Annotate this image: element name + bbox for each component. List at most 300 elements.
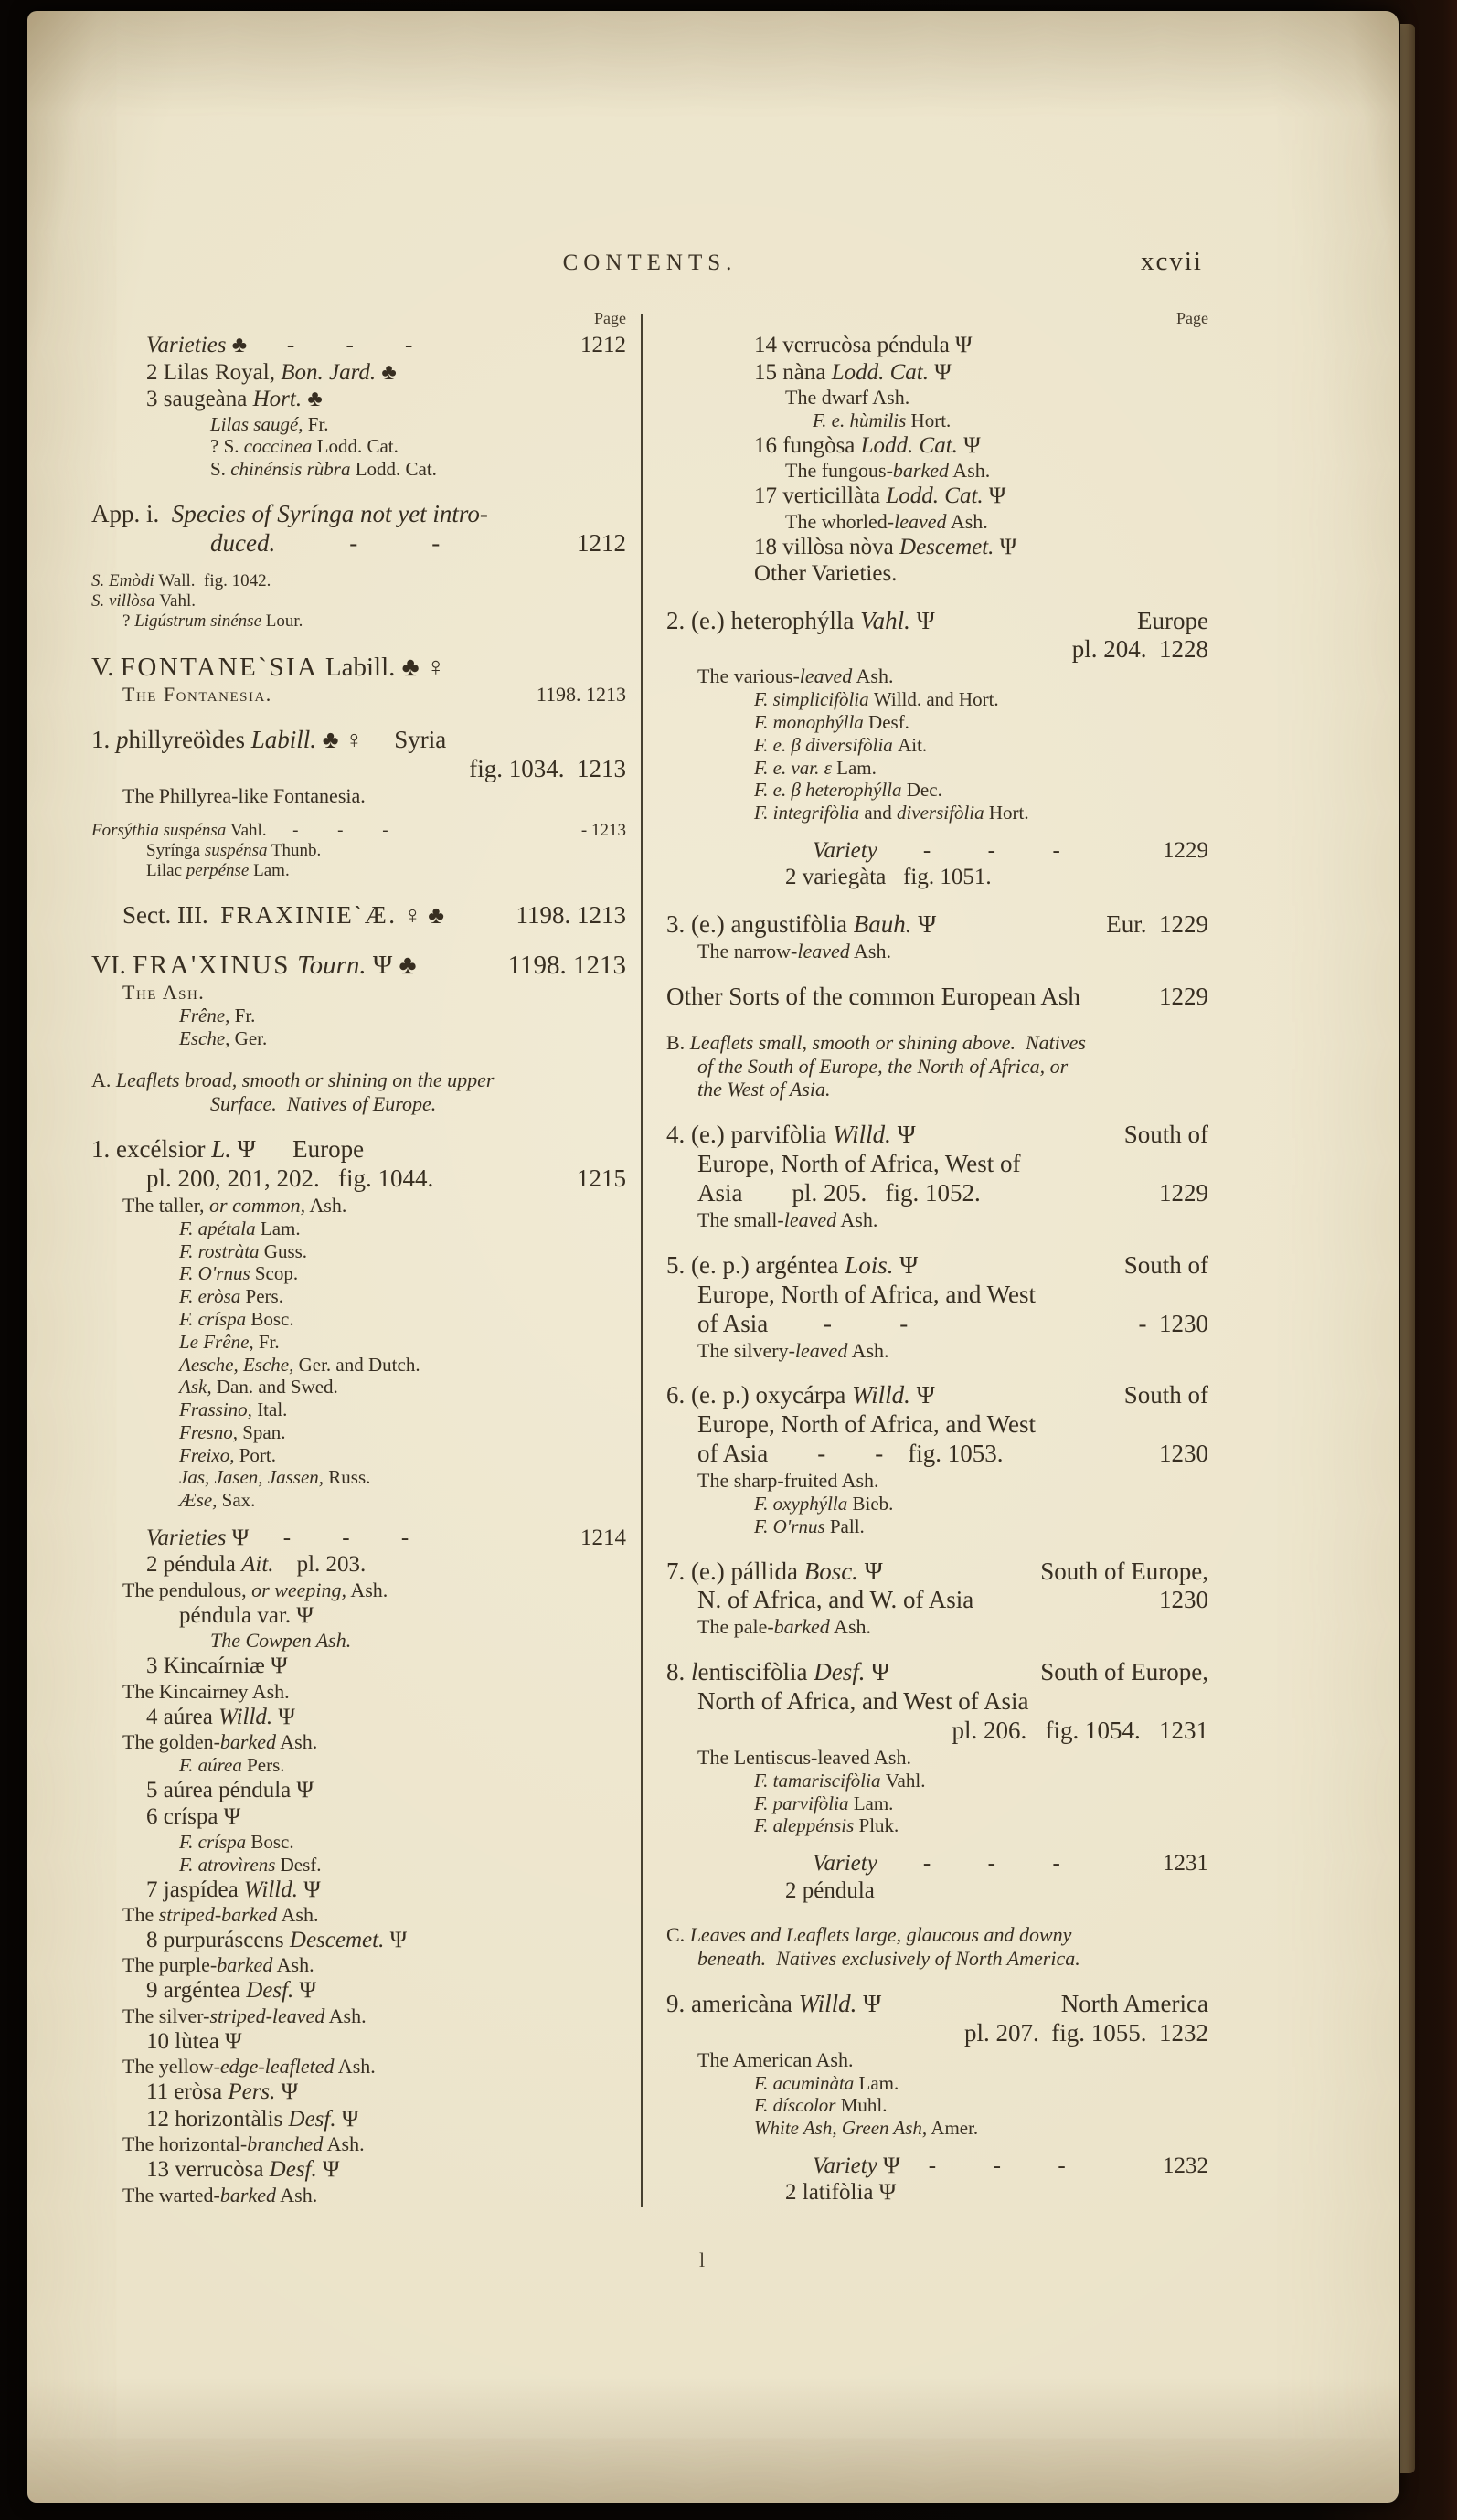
toc-line-text: 12 horizontàlis Desf. Ψ: [146, 2106, 359, 2132]
toc-line-text: 9. americàna Willd. Ψ: [666, 1989, 882, 2017]
toc-line: [666, 910, 1208, 940]
toc-line-text: App. i. Species of Syrínga not yet intro-: [91, 499, 488, 527]
toc-line-text: 2 variegàta fig. 1051.: [785, 865, 992, 890]
toc-page-ref: Europe: [1137, 606, 1208, 634]
toc-line: [666, 1658, 1208, 1687]
toc-line-text: Æse, Sax.: [179, 1489, 256, 1512]
toc-line-text: Syrínga suspénsa Thunb.: [146, 840, 322, 860]
toc-page-ref: 1229: [1159, 982, 1208, 1010]
toc-line: [91, 1489, 626, 1512]
toc-page-ref: South of: [1123, 1381, 1208, 1409]
toc-line: [91, 386, 626, 413]
toc-page-ref: North America: [1060, 1989, 1208, 2017]
toc-line: [91, 1903, 626, 1927]
toc-line-text: F. e. β heterophýlla Dec.: [754, 779, 942, 802]
toc-line-text: 7. (e.) pállida Bosc. Ψ: [666, 1557, 883, 1585]
running-head: [91, 247, 1208, 287]
toc-line-text: ? S. coccinea Lodd. Cat.: [210, 435, 399, 458]
toc-line-text: 1. phillyreöìdes Labill. ♣ ♀ Syria: [91, 725, 447, 753]
toc-line-text: Ask, Dan. and Swed.: [179, 1376, 338, 1398]
toc-line-text: 13 verrucòsa Desf. Ψ: [146, 2157, 340, 2183]
folio-page-number: xcvii: [1141, 247, 1203, 276]
toc-line-text: Variety Ψ - - -: [813, 2153, 1066, 2178]
toc-line-text: F. díscolor Muhl.: [754, 2094, 888, 2117]
toc-line-text: The silver-striped-leaved Ash.: [122, 2004, 367, 2027]
toc-line: [91, 901, 626, 930]
toc-line: [91, 1629, 626, 1653]
toc-line-text: Frassino, Ital.: [179, 1398, 288, 1421]
toc-line: [666, 734, 1208, 757]
toc-line: [91, 1525, 626, 1552]
toc-line-text: The Fontanesia.: [122, 682, 272, 706]
toc-line-text: 8. lentiscifòlia Desf. Ψ: [666, 1658, 890, 1686]
toc-page-ref: pl. 204. 1228: [1071, 635, 1208, 664]
toc-line: [666, 2117, 1208, 2140]
toc-line-text: F. O'rnus Pall.: [754, 1515, 865, 1537]
toc-line: [666, 1792, 1208, 1815]
toc-line: [91, 1754, 626, 1777]
toc-line: [91, 1285, 626, 1308]
toc-page-ref: South of: [1123, 1121, 1208, 1149]
toc-line: [666, 635, 1208, 665]
toc-line-text: 2 Lilas Royal, Bon. Jard. ♣: [146, 359, 397, 385]
toc-page-ref: South of Europe,: [1040, 1658, 1208, 1686]
toc-line-text: 5. (e. p.) argéntea Lois. Ψ: [666, 1250, 919, 1279]
toc-line: [666, 1877, 1208, 1905]
column-divider: [641, 314, 643, 2207]
toc-line-text: The horizontal-branched Ash.: [122, 2132, 365, 2156]
toc-line-text: Fresno, Span.: [179, 1420, 286, 1443]
toc-line-text: Esche, Ger.: [179, 1026, 268, 1049]
toc-line: [666, 1440, 1208, 1469]
toc-line: [666, 510, 1208, 534]
toc-page-ref: Eur. 1229: [1106, 909, 1208, 938]
toc-line-text: Asia pl. 205. fig. 1052.: [697, 1179, 981, 1207]
right-column-lines: [666, 332, 1208, 2206]
toc-line: [666, 1615, 1208, 1639]
toc-line: [91, 981, 626, 1005]
toc-line-text: Forsýthia suspénsa Vahl. - - -: [91, 820, 388, 840]
toc-line-text: The warted-barked Ash.: [122, 2183, 318, 2206]
left-column-lines: [91, 332, 626, 2207]
toc-line: [666, 534, 1208, 561]
toc-line-text: F. tamariscifòlia Vahl.: [754, 1769, 926, 1792]
toc-line: [666, 2179, 1208, 2206]
toc-line-text: The Ash.: [122, 980, 206, 1004]
toc-line-text: B. Leaflets small, smooth or shining above. Natives: [666, 1030, 1086, 1054]
toc-line: [666, 757, 1208, 780]
toc-line-text: 3 Kincaírniæ Ψ: [146, 1653, 288, 1679]
toc-line-text: VI. FRA'XINUS Tourn. Ψ ♣: [91, 950, 417, 980]
toc-line-text: Aesche, Esche, Ger. and Dutch.: [179, 1353, 420, 1376]
toc-page-ref: 1229: [1163, 837, 1208, 863]
toc-line-text: F. integrifòlia and diversifòlia Hort.: [754, 802, 1029, 824]
toc-line-text: The striped-barked Ash.: [122, 1903, 319, 1926]
toc-line-text: 17 verticillàta Lodd. Cat. Ψ: [754, 484, 1006, 509]
toc-line: [666, 1558, 1208, 1587]
toc-line: [91, 332, 626, 359]
toc-line-text: duced. - -: [210, 528, 441, 557]
toc-line-text: 4 aúrea Willd. Ψ: [146, 1704, 295, 1729]
toc-line: [91, 726, 626, 755]
toc-line-text: Lilac perpénse Lam.: [146, 861, 290, 881]
toc-line: [91, 2028, 626, 2056]
toc-page-ref: fig. 1034. 1213: [469, 754, 626, 782]
toc-line-text: 7 jaspídea Willd. Ψ: [146, 1877, 321, 1902]
toc-line: [666, 1717, 1208, 1746]
toc-line-text: The various-leaved Ash.: [697, 665, 894, 688]
toc-line: [91, 1680, 626, 1704]
toc-line: [91, 1194, 626, 1217]
toc-line: [91, 1551, 626, 1579]
toc-line-text: Europe, North of Africa, and West: [697, 1410, 1036, 1439]
toc-line: [91, 1354, 626, 1377]
toc-line-text: Lilas saugé, Fr.: [210, 412, 329, 435]
toc-line: [91, 1331, 626, 1354]
toc-page-ref: 1229: [1159, 1179, 1208, 1207]
toc-line-text: The narrow-leaved Ash.: [697, 939, 891, 962]
toc-line-text: North of Africa, and West of Asia: [697, 1687, 1029, 1716]
toc-line-text: Variety - - -: [813, 837, 1060, 863]
toc-line: [91, 1730, 626, 1754]
toc-line-text: 3 saugeàna Hort. ♣: [146, 387, 323, 411]
toc-line-text: The Cowpen Ash.: [210, 1629, 352, 1653]
toc-line-text: 14 verrucòsa péndula Ψ: [754, 333, 973, 357]
toc-line-text: 1. excélsior L. Ψ Europe: [91, 1135, 365, 1164]
toc-line: [666, 1947, 1208, 1971]
book-page-stack-edge: [1400, 24, 1415, 2473]
toc-line-text: The pale-barked Ash.: [697, 1615, 872, 1639]
toc-line: [666, 1150, 1208, 1179]
toc-line-text: The taller, or common, Ash.: [122, 1193, 347, 1217]
toc-page-ref: - 1230: [1138, 1309, 1208, 1337]
page-column-label-right: Page: [1176, 309, 1208, 327]
toc-line-text: The fungous-barked Ash.: [785, 459, 991, 483]
toc-line: [91, 1135, 626, 1164]
toc-line-text: 10 lùtea Ψ: [146, 2028, 242, 2054]
toc-line: [666, 940, 1208, 963]
toc-page-ref: South of: [1123, 1250, 1208, 1279]
contents-columns: [91, 309, 1208, 2207]
toc-line: [666, 1814, 1208, 1837]
toc-page-ref: 1231: [1163, 1851, 1208, 1877]
toc-line-text: pl. 200, 201, 202. fig. 1044.: [146, 1164, 434, 1193]
contents-heading: CONTENTS.: [562, 250, 738, 275]
toc-page-ref: 1214: [580, 1525, 626, 1550]
toc-line-text: 15 nàna Lodd. Cat. Ψ: [754, 359, 952, 385]
toc-line: [91, 2184, 626, 2207]
toc-line: [666, 1310, 1208, 1339]
toc-line-text: péndula var. Ψ: [179, 1602, 314, 1628]
book-page: [27, 11, 1399, 2503]
toc-page-ref: 1198. 1213: [516, 900, 626, 929]
toc-line-text: F. críspa Bosc.: [179, 1830, 294, 1853]
toc-line-text: The dwarf Ash.: [785, 386, 910, 409]
toc-line: [91, 1262, 626, 1285]
toc-line: [91, 2106, 626, 2133]
toc-line: [91, 1308, 626, 1331]
toc-line-text: V. FONTANE`SIA Labill. ♣ ♀: [91, 652, 446, 682]
toc-line: [666, 2094, 1208, 2117]
toc-line-text: The golden-barked Ash.: [122, 1730, 318, 1754]
toc-line-text: ? Ligústrum sinénse Lour.: [122, 611, 303, 632]
toc-line: [91, 841, 626, 861]
toc-line-text: the West of Asia.: [697, 1078, 831, 1101]
toc-line: [666, 1179, 1208, 1208]
toc-line: [666, 1410, 1208, 1440]
toc-line-text: F. e. var. ε Lam.: [754, 756, 877, 779]
toc-line-text: N. of Africa, and W. of Asia: [697, 1586, 974, 1614]
toc-line: [91, 861, 626, 881]
toc-line: [666, 2072, 1208, 2095]
toc-line-text: 11 eròsa Pers. Ψ: [146, 2079, 299, 2105]
toc-line-text: The purple-barked Ash.: [122, 1953, 314, 1977]
toc-line-text: A. Leaflets broad, smooth or shining on the upper: [91, 1069, 495, 1092]
toc-line: [666, 1339, 1208, 1363]
toc-line: [91, 1444, 626, 1467]
toc-line: [666, 837, 1208, 865]
toc-line: [91, 1005, 626, 1027]
toc-line-text: The Kincairney Ash.: [122, 1679, 290, 1703]
toc-line-text: F. e. β diversifòlia Ait.: [754, 733, 928, 756]
toc-line: [91, 611, 626, 632]
toc-line: [666, 1746, 1208, 1770]
toc-line-text: F. simplicifòlia Willd. and Hort.: [754, 688, 999, 711]
toc-line: [666, 1515, 1208, 1538]
toc-page-ref: 1230: [1159, 1586, 1208, 1614]
toc-line-text: of Asia - -: [697, 1309, 909, 1337]
toc-line: [666, 1493, 1208, 1515]
toc-line: [91, 1027, 626, 1050]
toc-line-text: The American Ash.: [697, 2047, 854, 2071]
toc-line: [91, 2055, 626, 2079]
toc-line-text: F. acuminàta Lam.: [754, 2071, 899, 2094]
toc-line: [666, 1251, 1208, 1281]
toc-line: [91, 1831, 626, 1854]
toc-line-text: 2. (e.) heterophýlla Vahl. Ψ: [666, 606, 935, 634]
toc-line-text: Varieties ♣ - - -: [146, 333, 413, 357]
toc-line-text: F. apétala Lam.: [179, 1217, 301, 1239]
toc-line: [91, 1376, 626, 1398]
toc-line-text: Jas, Jasen, Jassen, Russ.: [179, 1466, 371, 1489]
toc-line-text: F. oxyphýlla Bieb.: [754, 1493, 894, 1515]
toc-line-text: of the South of Europe, the North of Africa, or: [697, 1054, 1069, 1078]
toc-line-text: White Ash, Green Ash, Amer.: [754, 2117, 979, 2140]
toc-line: [666, 2048, 1208, 2072]
toc-line: [91, 500, 626, 529]
toc-line-text: The silvery-leaved Ash.: [697, 1338, 889, 1362]
toc-line-text: 2 latifòlia Ψ: [785, 2180, 897, 2206]
toc-line-text: F. aleppénsis Pluk.: [754, 1814, 899, 1837]
toc-line-text: F. e. hùmilis Hort.: [813, 409, 952, 431]
toc-line-text: S. Emòdi Wall. fig. 1042.: [91, 570, 271, 590]
toc-line-text: 2 péndula Ait. pl. 203.: [146, 1552, 367, 1578]
toc-line: [666, 359, 1208, 387]
toc-line-text: Varieties Ψ - - -: [146, 1525, 409, 1550]
toc-line: [91, 1421, 626, 1444]
toc-line: [91, 591, 626, 611]
toc-line: [666, 1990, 1208, 2019]
toc-line-text: Le Frêne, Fr.: [179, 1330, 280, 1353]
toc-line-text: 9 argéntea Desf. Ψ: [146, 1978, 316, 2004]
toc-line: [666, 607, 1208, 636]
toc-line: [91, 1653, 626, 1680]
toc-line: [666, 1770, 1208, 1792]
toc-line-text: 16 fungòsa Lodd. Cat. Ψ: [754, 432, 981, 458]
toc-line: [666, 665, 1208, 688]
toc-line: [91, 359, 626, 387]
toc-line-text: F. atrovìrens Desf.: [179, 1853, 322, 1876]
toc-line: [666, 1031, 1208, 1055]
toc-line: [91, 1877, 626, 1904]
toc-page-ref: pl. 206. fig. 1054. 1231: [952, 1716, 1208, 1744]
toc-line: [666, 432, 1208, 460]
toc-line: [91, 1398, 626, 1421]
toc-line-text: S. villòsa Vahl.: [91, 590, 196, 611]
toc-line: [666, 483, 1208, 510]
toc-line: [91, 784, 626, 808]
toc-line: [91, 1927, 626, 1954]
toc-line: [666, 409, 1208, 432]
toc-line: [91, 1602, 626, 1630]
toc-line-text: Sect. III. FRAXINIE`Æ. ♀ ♣: [122, 900, 444, 929]
toc-line: [91, 1704, 626, 1731]
right-column: [666, 309, 1208, 2207]
toc-line: [666, 1586, 1208, 1615]
toc-line-text: C. Leaves and Leaflets large, glaucous and downy: [666, 1923, 1072, 1947]
toc-line-text: F. monophýlla Desf.: [754, 711, 909, 734]
toc-line-text: The pendulous, or weeping, Ash.: [122, 1578, 388, 1601]
toc-line-text: Freixo, Port.: [179, 1443, 276, 1466]
toc-line-text: The Lentiscus-leaved Ash.: [697, 1745, 911, 1769]
toc-line: [91, 1164, 626, 1194]
toc-line: [666, 1055, 1208, 1079]
toc-line-text: 4. (e.) parvifòlia Willd. Ψ: [666, 1121, 916, 1149]
toc-line: [91, 1977, 626, 2004]
toc-line: [91, 1777, 626, 1804]
toc-line: [666, 1469, 1208, 1493]
toc-line-text: Europe, North of Africa, West of: [697, 1150, 1021, 1178]
toc-line-text: F. aúrea Pers.: [179, 1754, 285, 1777]
toc-line: [666, 1281, 1208, 1310]
toc-line: [666, 386, 1208, 409]
toc-line: [666, 2153, 1208, 2180]
toc-line: [91, 683, 626, 707]
toc-line: [666, 983, 1208, 1012]
toc-line-text: Surface. Natives of Europe.: [210, 1092, 437, 1116]
toc-line: [91, 2132, 626, 2156]
toc-line: [91, 1579, 626, 1602]
toc-page-ref: 1198. 1213: [536, 682, 626, 706]
toc-line: [91, 571, 626, 591]
toc-line: [666, 802, 1208, 824]
toc-line: [91, 1953, 626, 1977]
toc-line: [91, 821, 626, 841]
toc-line: [91, 435, 626, 458]
toc-line-text: Frêne, Fr.: [179, 1004, 256, 1026]
toc-line-text: 2 péndula: [785, 1877, 875, 1903]
toc-line: [91, 2004, 626, 2028]
toc-line: [91, 1069, 626, 1092]
toc-line-text: 6. (e. p.) oxycárpa Willd. Ψ: [666, 1381, 935, 1409]
toc-line-text: Europe, North of Africa, and West: [697, 1280, 1036, 1308]
toc-line: [91, 1803, 626, 1831]
toc-line-text: beneath. Natives exclusively of North America.: [697, 1947, 1080, 1970]
toc-line: [666, 688, 1208, 711]
toc-line: [666, 779, 1208, 802]
toc-line-text: F. rostràta Guss.: [179, 1239, 308, 1262]
toc-line-text: 6 críspa Ψ: [146, 1804, 241, 1830]
toc-page-ref: - 1213: [580, 820, 626, 840]
toc-line: [666, 1923, 1208, 1947]
toc-line: [666, 1208, 1208, 1232]
toc-page-ref: South of Europe,: [1040, 1557, 1208, 1585]
toc-line-text: F. eròsa Pers.: [179, 1285, 283, 1308]
toc-line-text: 5 aúrea péndula Ψ: [146, 1777, 314, 1802]
toc-line-text: of Asia - - fig. 1053.: [697, 1440, 1004, 1468]
toc-line: [666, 1121, 1208, 1150]
toc-line: [666, 560, 1208, 588]
toc-line-text: Other Sorts of the common European Ash: [666, 982, 1080, 1010]
toc-page-ref: pl. 207. fig. 1055. 1232: [964, 2018, 1208, 2047]
toc-page-ref: 1232: [1163, 2153, 1208, 2178]
toc-line: [91, 2079, 626, 2106]
toc-line: [91, 1854, 626, 1877]
toc-line-text: F. críspa Bosc.: [179, 1308, 294, 1330]
toc-line: [666, 711, 1208, 734]
toc-line-text: The small-leaved Ash.: [697, 1208, 878, 1231]
toc-line-text: The whorled-leaved Ash.: [785, 509, 988, 533]
toc-line-text: The Phillyrea-like Fontanesia.: [122, 783, 366, 807]
toc-line-text: Variety - - -: [813, 1851, 1060, 1877]
toc-line: [91, 755, 626, 784]
toc-line-text: Other Varieties.: [754, 561, 898, 587]
toc-page-ref: 1198. 1213: [507, 950, 626, 980]
toc-line: [666, 1078, 1208, 1101]
toc-line-text: F. O'rnus Scop.: [179, 1262, 299, 1285]
toc-line: [91, 1466, 626, 1489]
toc-line-text: 8 purpuráscens Descemet. Ψ: [146, 1927, 408, 1952]
toc-page-ref: 1230: [1159, 1440, 1208, 1468]
toc-line: [666, 2019, 1208, 2048]
toc-line: [666, 1850, 1208, 1877]
toc-page-ref: 1212: [577, 528, 626, 557]
toc-line: [91, 1092, 626, 1116]
left-column: [91, 309, 626, 2207]
signature-mark: l: [699, 2249, 706, 2271]
toc-line: [666, 864, 1208, 891]
toc-line: [91, 652, 626, 683]
toc-line: [91, 1240, 626, 1263]
toc-line-text: 18 villòsa nòva Descemet. Ψ: [754, 534, 1017, 559]
toc-line-text: 3. (e.) angustifòlia Bauh. Ψ: [666, 909, 937, 938]
page-column-label-left: Page: [594, 309, 626, 327]
toc-line: [91, 458, 626, 481]
toc-line: [666, 1687, 1208, 1717]
toc-line: [91, 529, 626, 558]
toc-page-ref: 1215: [577, 1164, 626, 1193]
toc-line: [666, 459, 1208, 483]
toc-line: [666, 1381, 1208, 1410]
toc-line-text: The sharp-fruited Ash.: [697, 1469, 879, 1493]
toc-line: [91, 2156, 626, 2184]
toc-line: [91, 950, 626, 981]
toc-line-text: The yellow-edge-leafleted Ash.: [122, 2055, 376, 2079]
toc-page-ref: 1212: [580, 333, 626, 357]
toc-line-text: S. chinénsis rùbra Lodd. Cat.: [210, 458, 437, 481]
toc-line: [91, 1217, 626, 1240]
toc-line-text: F. parvifòlia Lam.: [754, 1792, 894, 1814]
